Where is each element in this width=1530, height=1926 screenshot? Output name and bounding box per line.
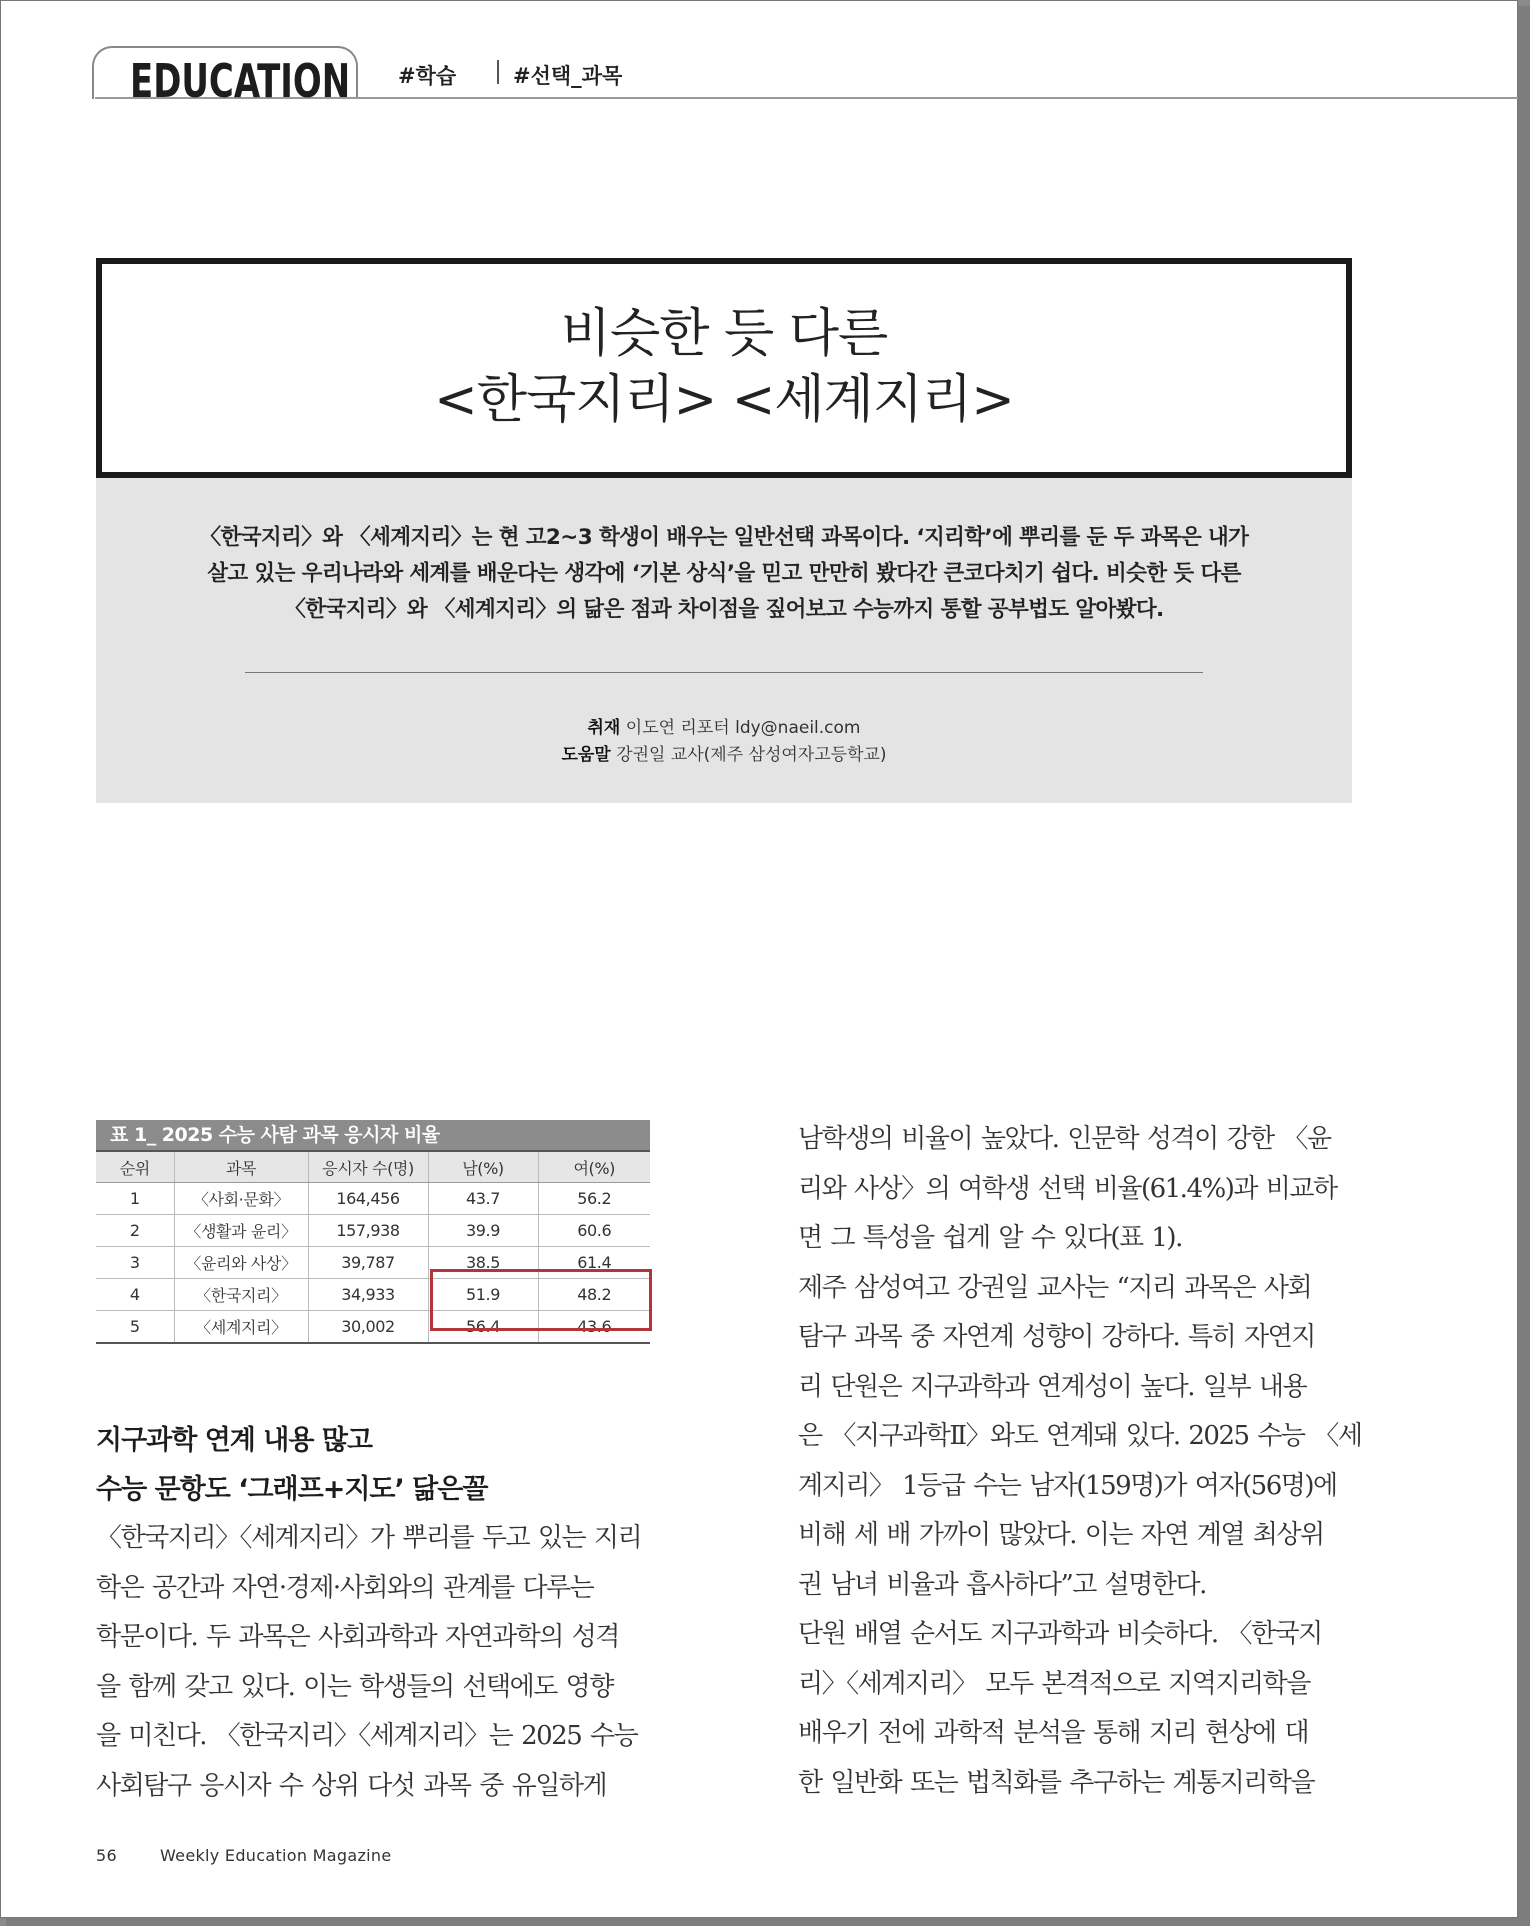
table-cell: 43.6 xyxy=(538,1311,650,1344)
title-line-1: 비슷한 듯 다른 xyxy=(560,304,888,364)
body-line: 한 일반화 또는 법칙화를 추구하는 계통지리학을 xyxy=(798,1767,1315,1798)
subhead-line-2: 수능 문항도 ‘그래프+지도’ 닮은꼴 xyxy=(96,1474,488,1505)
column-header: 여(%) xyxy=(538,1151,650,1183)
tag-elective-subject[interactable]: #선택_과목 xyxy=(513,64,623,88)
lead-line: 살고 있는 우리나라와 세계를 배운다는 생각에 ‘기본 상식’을 믿고 만만히 봤다간 큰코다치기 쉽다. 비슷한 듯 다른 xyxy=(207,561,1241,586)
table-cell: 〈사회·문화〉 xyxy=(174,1183,308,1215)
table-cell: 56.4 xyxy=(428,1311,538,1344)
body-line: 리 단원은 지구과학과 연계성이 높다. 일부 내용 xyxy=(798,1371,1307,1402)
table-cell: 〈윤리와 사상〉 xyxy=(174,1247,308,1279)
column-header: 과목 xyxy=(174,1151,308,1183)
table-caption: 표 1_ 2025 수능 사탐 과목 응시자 비율 xyxy=(96,1120,650,1150)
body-line: 단원 배열 순서도 지구과학과 비슷하다. 〈한국지 xyxy=(798,1619,1322,1649)
magazine-name: Weekly Education Magazine xyxy=(160,1846,392,1865)
body-line: 제주 삼성여고 강권일 교사는 “지리 과목은 사회 xyxy=(798,1272,1312,1303)
lead-paragraph xyxy=(130,520,1318,628)
table-cell: 4 xyxy=(96,1279,174,1311)
column-header: 남(%) xyxy=(428,1151,538,1183)
section-label: EDUCATION xyxy=(130,54,351,108)
body-line: 〈한국지리〉〈세계지리〉가 뿌리를 두고 있는 지리 xyxy=(96,1523,642,1553)
tag-separator xyxy=(497,60,499,84)
credit-helper-value: 강권일 교사(제주 삼성여자고등학교) xyxy=(616,745,887,765)
table-cell: 〈생활과 윤리〉 xyxy=(174,1215,308,1247)
body-line: 탐구 과목 중 자연계 성향이 강하다. 특히 자연지 xyxy=(798,1322,1315,1352)
body-line: 배우기 전에 과학적 분석을 통해 지리 현상에 대 xyxy=(798,1718,1309,1748)
body-line: 비해 세 배 가까이 많았다. 이는 자연 계열 최상위 xyxy=(798,1520,1324,1550)
body-line: 면 그 특성을 쉽게 알 수 있다(표 1). xyxy=(798,1223,1182,1253)
table-cell: 157,938 xyxy=(308,1215,428,1247)
table-cell: 38.5 xyxy=(428,1247,538,1279)
body-line: 을 미친다. 〈한국지리〉〈세계지리〉는 2025 수능 xyxy=(96,1721,638,1751)
table-cell: 39,787 xyxy=(308,1247,428,1279)
table-cell: 5 xyxy=(96,1311,174,1344)
page-number: 56 xyxy=(96,1846,117,1865)
page-shadow-bottom xyxy=(6,1918,1530,1926)
table-cell: 60.6 xyxy=(538,1215,650,1247)
table-cell: 2 xyxy=(96,1215,174,1247)
body-line: 사회탐구 응시자 수 상위 다섯 과목 중 유일하게 xyxy=(96,1770,607,1801)
body-column-left xyxy=(96,1514,641,1811)
body-line: 리〉〈세계지리〉 모두 본격적으로 지역지리학을 xyxy=(798,1668,1310,1699)
credit-reporter-value: 이도연 리포터 ldy@naeil.com xyxy=(625,718,861,738)
tag-study[interactable]: #학습 xyxy=(398,64,457,88)
title-box xyxy=(96,258,1352,478)
lead-line: 〈한국지리〉와 〈세계지리〉는 현 고2~3 학생이 배우는 일반선택 과목이다. ‘지리학’에 뿌리를 둔 두 과목은 내가 xyxy=(199,525,1249,550)
table-cell: 43.7 xyxy=(428,1183,538,1215)
column-header: 응시자 수(명) xyxy=(308,1151,428,1183)
column-header: 순위 xyxy=(96,1151,174,1183)
lead-line: 〈한국지리〉와 〈세계지리〉의 닮은 점과 차이점을 짚어보고 수능까지 통할 공부법도 알아봤다. xyxy=(284,597,1164,622)
table-cell: 〈세계지리〉 xyxy=(174,1311,308,1344)
body-line: 을 함께 갖고 있다. 이는 학생들의 선택에도 영향 xyxy=(96,1671,613,1702)
table-cell: 30,002 xyxy=(308,1311,428,1344)
body-line: 은 〈지구과학Ⅱ〉와도 연계돼 있다. 2025 수능 〈세 xyxy=(798,1421,1362,1451)
table-cell: 3 xyxy=(96,1247,174,1279)
body-column-right xyxy=(798,1115,1361,1808)
table-cell: 39.9 xyxy=(428,1215,538,1247)
body-line: 남학생의 비율이 높았다. 인문학 성격이 강한 〈윤 xyxy=(798,1124,1331,1154)
table-cell: 34,933 xyxy=(308,1279,428,1311)
title-line-2: <한국지리> <세계지리> xyxy=(434,370,1014,430)
page-shadow-right xyxy=(1518,6,1530,1926)
gender-ratio-highlight xyxy=(430,1269,652,1331)
body-line: 학문이다. 두 과목은 사회과학과 자연과학의 성격 xyxy=(96,1622,619,1652)
table-row xyxy=(96,1215,650,1247)
table-row xyxy=(96,1183,650,1215)
credit-reporter-label: 취재 xyxy=(587,718,621,738)
table-cell: 56.2 xyxy=(538,1183,650,1215)
credit-helper xyxy=(96,740,1352,765)
lead-divider xyxy=(245,672,1203,673)
table-cell: 61.4 xyxy=(538,1247,650,1279)
body-line: 계지리〉 1등급 수는 남자(159명)가 여자(56명)에 xyxy=(798,1470,1337,1501)
table-cell: 51.9 xyxy=(428,1279,538,1311)
table-cell: 48.2 xyxy=(538,1279,650,1311)
table-cell: 〈한국지리〉 xyxy=(174,1279,308,1311)
body-line: 학은 공간과 자연·경제·사회와의 관계를 다루는 xyxy=(96,1572,594,1603)
credit-reporter xyxy=(96,713,1352,738)
credit-helper-label: 도움말 xyxy=(561,745,611,765)
table-cell: 164,456 xyxy=(308,1183,428,1215)
body-line: 권 남녀 비율과 흡사하다”고 설명한다. xyxy=(798,1569,1206,1600)
table-header-row xyxy=(96,1151,650,1183)
table-cell: 1 xyxy=(96,1183,174,1215)
body-line: 리와 사상〉의 여학생 선택 비율(61.4%)과 비교하 xyxy=(798,1173,1337,1204)
subhead-line-1: 지구과학 연계 내용 많고 xyxy=(96,1425,373,1456)
